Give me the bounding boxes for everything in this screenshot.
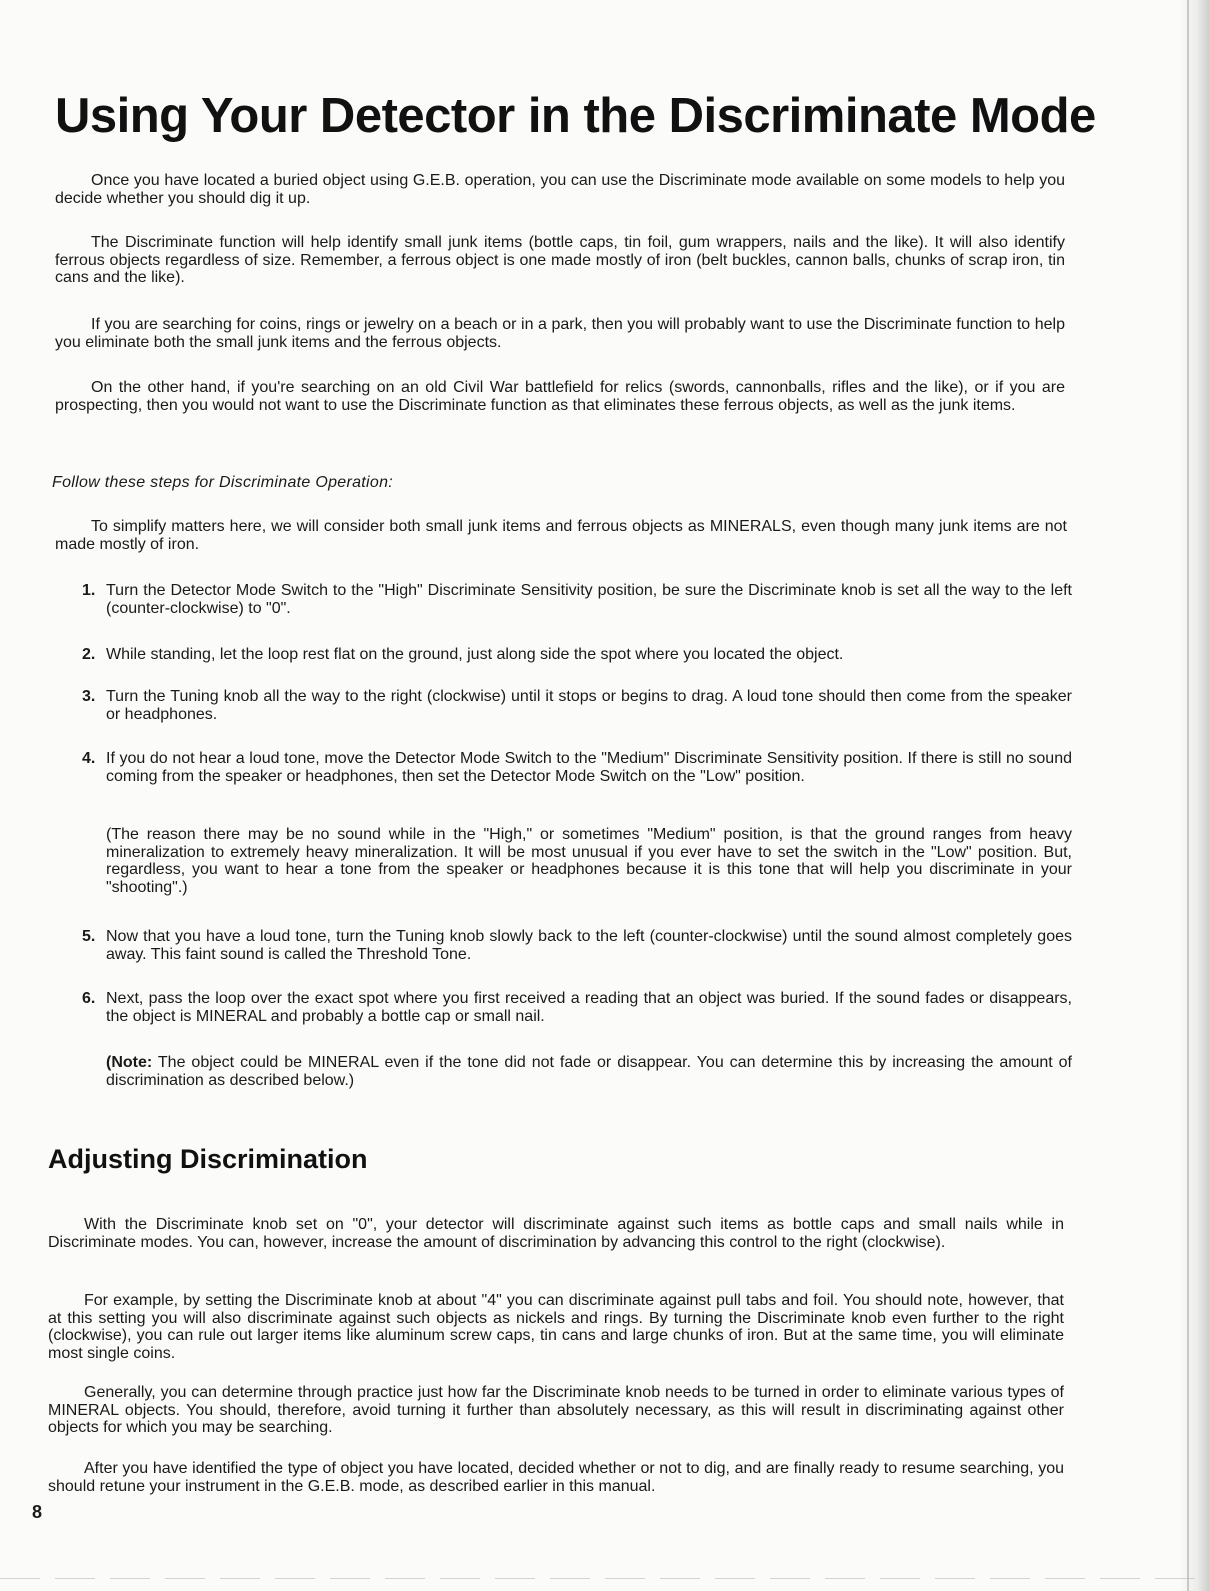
page-title: Using Your Detector in the Discriminate Mode <box>55 89 1096 143</box>
intro-paragraph-2: The Discriminate function will help identify small junk items (bottle caps, tin foil, gum wrappers, nails and the like). It will also identify ferrous objects regardless of size. Remember, a ferrous object is one made mostly of iron (belt buckles, cannon balls, chunks of scrap iron, tin cans and the like). <box>55 234 1065 286</box>
step-2 <box>82 646 1072 664</box>
simplify-paragraph: To simplify matters here, we will consider both small junk items and ferrous objects as MINERALS, even though many junk items are not made mostly of iron. <box>55 518 1067 553</box>
page-edge-shadow <box>1179 0 1209 1591</box>
note-text: The object could be MINERAL even if the tone did not fade or disappear. You can determine this by increasing the amount of discrimination as described below.) <box>106 1054 1072 1089</box>
step-text: Turn the Tuning knob all the way to the right (clockwise) until it stops or begins to drag. A loud tone should then come from the speaker or headphones. <box>106 688 1072 723</box>
discrimination-paragraph-4: After you have identified the type of object you have located, decided whether or not to dig, and are finally ready to resume searching, you should retune your instrument in the G.E.B. mode, as described earlier in this manual. <box>48 1460 1064 1495</box>
step-number: 4. <box>82 750 96 767</box>
reason-paragraph: (The reason there may be no sound while in the "High," or sometimes "Medium" position, is that the ground ranges from heavy mineralization to extremely heavy mineralization. It will be most unusual if you ever have to set the switch in the "Low" position. But, regardless, you want to hear a tone from the speaker or headphones because it is this tone that will help you discriminate in your "shooting".) <box>106 826 1072 896</box>
step-4 <box>82 750 1072 785</box>
discrimination-paragraph-1: With the Discriminate knob set on "0", your detector will discriminate against such items as bottle caps and small nails while in Discriminate modes. You can, however, increase the amount of discrimination by advancing this control to the right (clockwise). <box>48 1216 1064 1251</box>
steps-heading: Follow these steps for Discriminate Operation: <box>52 474 394 491</box>
step-number: 5. <box>82 928 96 945</box>
discrimination-paragraph-2: For example, by setting the Discriminate knob at about "4" you can discriminate against pull tabs and foil. You should note, however, that at this setting you will also discriminate against such objects as nickels and rings. By turning the Discriminate knob even further to the right (clockwise), you can rule out larger items like aluminum screw caps, tin cans and large chunks of iron. But at the same time, you will eliminate most single coins. <box>48 1292 1064 1362</box>
intro-paragraph-4: On the other hand, if you're searching on an old Civil War battlefield for relics (swords, cannonballs, rifles and the like), or if you are prospecting, then you would not want to use the Discriminate function as that eliminates these ferrous objects, as well as the junk items. <box>55 379 1065 414</box>
step-number: 2. <box>82 646 96 663</box>
step-text: Now that you have a loud tone, turn the Tuning knob slowly back to the left (counter-clockwise) until the sound almost completely goes away. This faint sound is called the Threshold Tone. <box>106 928 1072 963</box>
page-number: 8 <box>32 1502 43 1522</box>
page-edge-line <box>1187 0 1189 1591</box>
step-text: If you do not hear a loud tone, move the Detector Mode Switch to the "Medium" Discriminate Sensitivity position. If there is still no sound coming from the speaker or headphones, then set the Detector Mode Switch on the "Low" position. <box>106 750 1072 785</box>
intro-paragraph-1: Once you have located a buried object using G.E.B. operation, you can use the Discriminate mode available on some models to help you decide whether you should dig it up. <box>55 172 1065 207</box>
step-text: While standing, let the loop rest flat on the ground, just along side the spot where you located the object. <box>106 646 844 663</box>
step-3 <box>82 688 1072 723</box>
step-text: Turn the Detector Mode Switch to the "High" Discriminate Sensitivity position, be sure the Discriminate knob is set all the way to the left (counter-clockwise) to "0". <box>106 582 1072 617</box>
step-number: 3. <box>82 688 96 705</box>
step-1 <box>82 582 1072 617</box>
page-bottom-line <box>0 1578 1209 1579</box>
step-5 <box>82 928 1072 963</box>
step-number: 6. <box>82 990 96 1007</box>
step-6 <box>82 990 1072 1025</box>
step-number: 1. <box>82 582 96 599</box>
section-heading-adjusting-discrimination: Adjusting Discrimination <box>48 1144 368 1174</box>
note-label: (Note: <box>106 1054 153 1071</box>
note-paragraph <box>106 1054 1072 1089</box>
discrimination-paragraph-3: Generally, you can determine through practice just how far the Discriminate knob needs to be turned in order to eliminate various types of MINERAL objects. You should, therefore, avoid turning it further than absolutely necessary, as this will result in discriminating against other objects for which you may be searching. <box>48 1384 1064 1436</box>
step-text: Next, pass the loop over the exact spot where you first received a reading that an object was buried. If the sound fades or disappears, the object is MINERAL and probably a bottle cap or small nail. <box>106 990 1072 1025</box>
intro-paragraph-3: If you are searching for coins, rings or jewelry on a beach or in a park, then you will probably want to use the Discriminate function to help you eliminate both the small junk items and the ferrous objects. <box>55 316 1065 351</box>
